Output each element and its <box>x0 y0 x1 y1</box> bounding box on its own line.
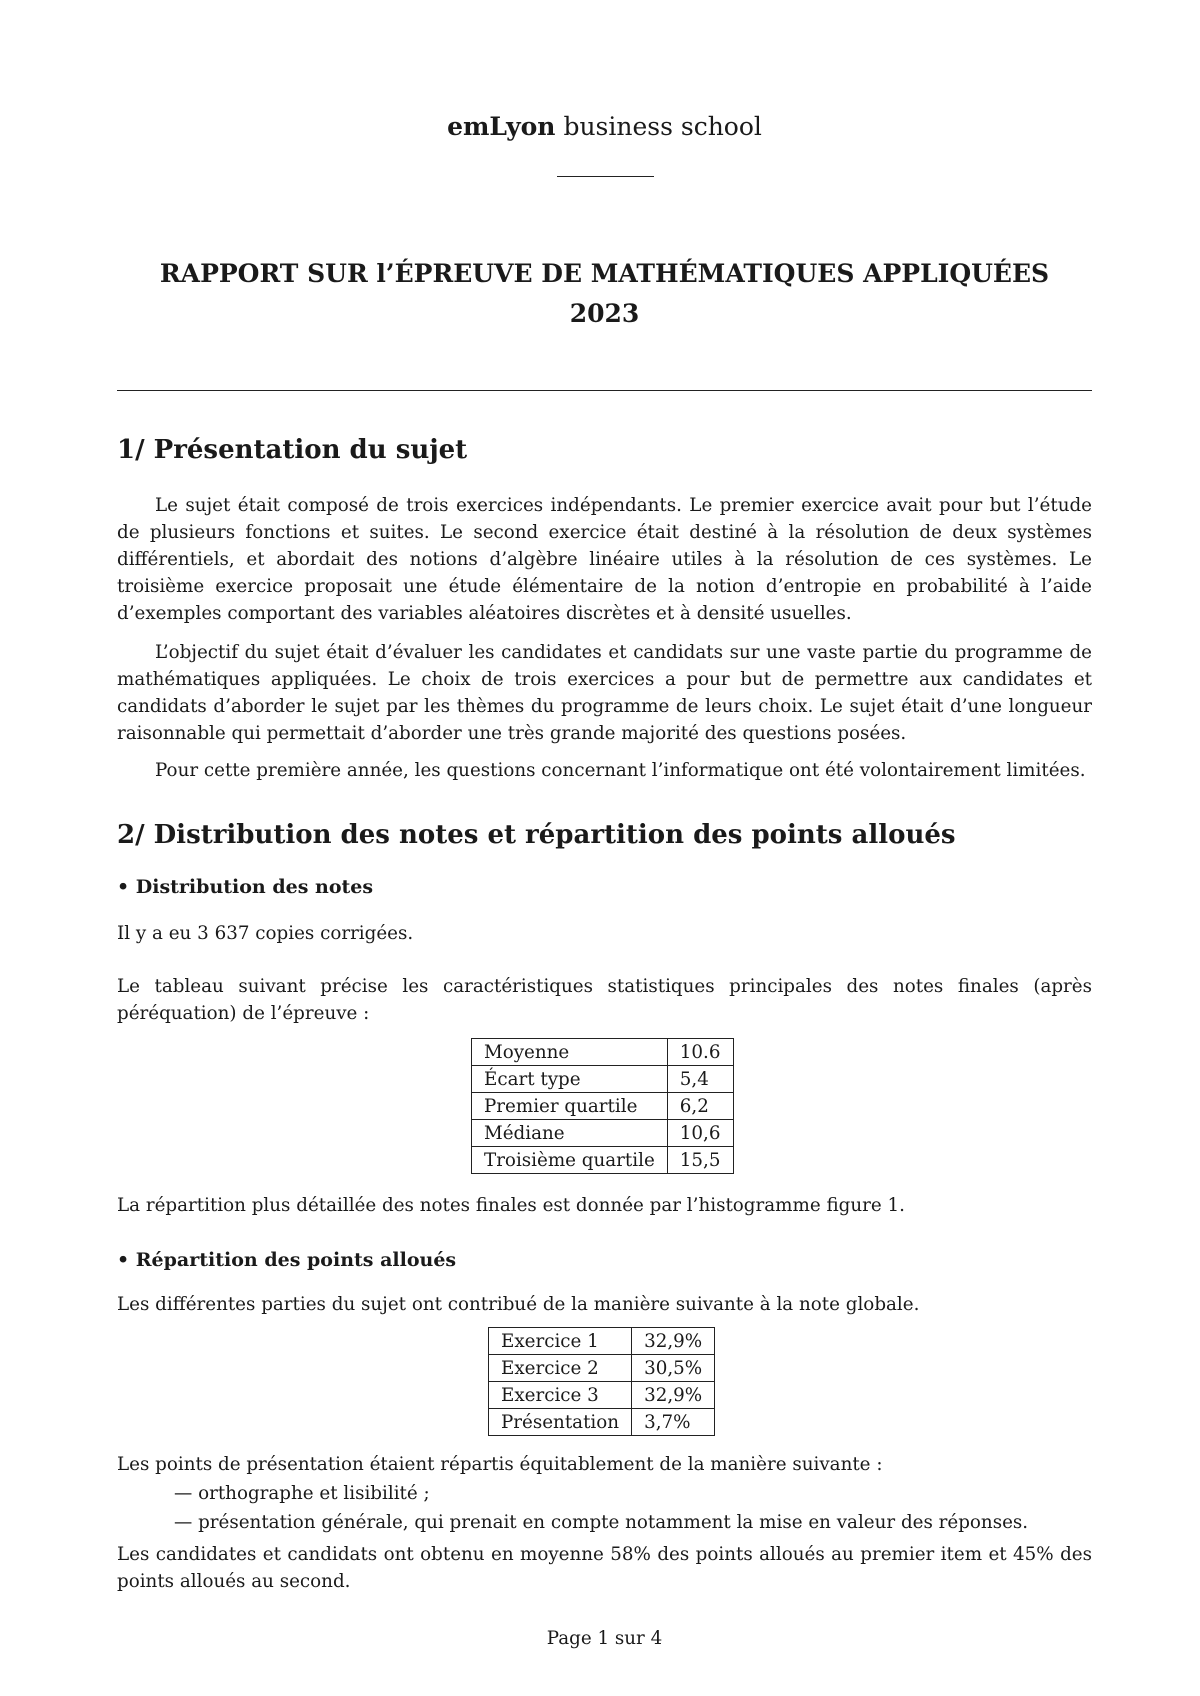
table-cell-label: Premier quartile <box>472 1093 668 1120</box>
table-cell-value: 32,9% <box>632 1328 715 1355</box>
points-intro-text: Les différentes parties du sujet ont contribué de la manière suivante à la note globale. <box>117 1294 920 1315</box>
statistics-table <box>471 1038 734 1174</box>
table-cell-label: Troisième quartile <box>472 1147 668 1174</box>
points-table <box>488 1327 715 1436</box>
table-cell-value: 15,5 <box>667 1147 733 1174</box>
section-1-heading: 1/ Présentation du sujet <box>117 435 468 465</box>
table-cell-value: 6,2 <box>667 1093 733 1120</box>
copies-count-text: Il y a eu 3 637 copies corrigées. <box>117 923 414 944</box>
points-subheading: • Répartition des points alloués <box>117 1249 457 1271</box>
header-divider <box>557 176 654 177</box>
table-row <box>489 1355 715 1382</box>
section-2-heading: 2/ Distribution des notes et répartition des points alloués <box>117 820 956 850</box>
table-cell-value: 32,9% <box>632 1382 715 1409</box>
table-cell-value: 10.6 <box>667 1039 733 1066</box>
table-row <box>489 1382 715 1409</box>
school-name-bold: emLyon <box>447 112 556 141</box>
table-cell-label: Écart type <box>472 1066 668 1093</box>
table-cell-value: 30,5% <box>632 1355 715 1382</box>
page-number: Page 1 sur 4 <box>546 1628 663 1649</box>
school-name <box>117 112 1092 141</box>
table-cell-value: 5,4 <box>667 1066 733 1093</box>
table-cell-label: Présentation <box>489 1409 632 1436</box>
closing-text: Les candidates et candidats ont obtenu en moyenne 58% des points alloués au premier item et 45% des points alloués au second. <box>117 1544 1092 1592</box>
list-item: — présentation générale, qui prenait en compte notamment la mise en valeur des réponses. <box>174 1512 1029 1533</box>
table-row <box>472 1066 734 1093</box>
report-title-line: RAPPORT SUR l’ÉPREUVE DE MATHÉMATIQUES APPLIQUÉES <box>159 259 1050 288</box>
title-divider <box>117 390 1092 391</box>
table-cell-label: Exercice 2 <box>489 1355 632 1382</box>
table-cell-label: Moyenne <box>472 1039 668 1066</box>
section-1-paragraph-3: Pour cette première année, les questions concernant l’informatique ont été volontairement limitées. <box>155 760 1086 781</box>
presentation-intro-text: Les points de présentation étaient répartis équitablement de la manière suivante : <box>117 1454 883 1475</box>
table-row <box>489 1328 715 1355</box>
report-title <box>117 254 1092 334</box>
table-cell-label: Médiane <box>472 1120 668 1147</box>
section-1-paragraph-2: L’objectif du sujet était d’évaluer les candidates et candidats sur une vaste partie du programme de mathématiques appliquées. Le choix de trois exercices a pour but de permettre aux candidates et candidats d’aborder le sujet par les thèmes du programme de leurs choix. Le sujet était d’une longueur raisonnable qui permettait d’aborder une très grande majorité des questions posées. <box>117 642 1092 744</box>
table-cell-value: 3,7% <box>632 1409 715 1436</box>
table-row <box>472 1120 734 1147</box>
table-cell-label: Exercice 1 <box>489 1328 632 1355</box>
list-item: — orthographe et lisibilité ; <box>174 1483 430 1504</box>
distribution-subheading: • Distribution des notes <box>117 876 374 898</box>
section-1-paragraph-1: Le sujet était composé de trois exercices indépendants. Le premier exercice avait pour but l’étude de plusieurs fonctions et suites. Le second exercice était destiné à la résolution de deux systèmes différentiels, et abordait des notions d’algèbre linéaire utiles à la résolution de ces systèmes. Le troisième exercice proposait une étude élémentaire de la notion d’entropie en probabilité à l’aide d’exemples comportant des variables aléatoires discrètes et à densité usuelles. <box>117 495 1092 624</box>
table-cell-value: 10,6 <box>667 1120 733 1147</box>
stats-table-intro: Le tableau suivant précise les caractéristiques statistiques principales des notes finales (après péréquation) de l’épreuve : <box>117 976 1092 1024</box>
table-row <box>489 1409 715 1436</box>
table-row <box>472 1093 734 1120</box>
histogram-reference-text: La répartition plus détaillée des notes finales est donnée par l’histogramme figure 1. <box>117 1195 905 1216</box>
report-year: 2023 <box>569 299 640 328</box>
table-row <box>472 1039 734 1066</box>
table-row <box>472 1147 734 1174</box>
school-name-rest: business school <box>555 112 762 141</box>
table-cell-label: Exercice 3 <box>489 1382 632 1409</box>
